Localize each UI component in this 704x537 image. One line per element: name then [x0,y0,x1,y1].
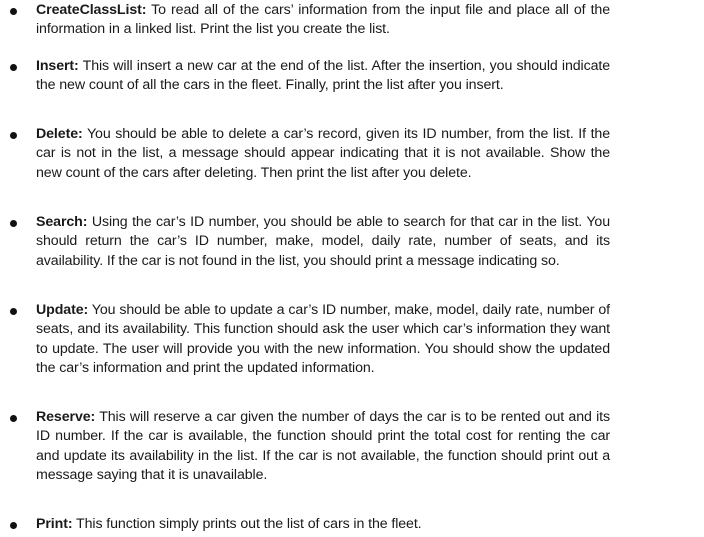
item-term: Search: [36,214,88,230]
list-item-delete [36,125,610,183]
bullet-icon [10,415,17,422]
list-item-reserve [36,408,610,486]
item-term: Insert: [36,58,79,74]
bullet-icon [10,522,17,529]
item-text: This function simply prints out the list of cars in the fleet. [72,516,422,532]
list-item-search [36,213,610,271]
bullet-icon [10,64,17,71]
item-term: CreateClassList: [36,2,147,18]
item-text: You should be able to delete a car’s record, given its ID number, from the list. If the car is not in the list, a message should appear indicating that it is not available. Show the new count of the cars after deleting. Then print the list after you delete. [36,126,610,181]
bullet-icon [10,8,17,15]
item-text: This will insert a new car at the end of the list. After the insertion, you should indicate the new count of all the cars in the fleet. Finally, print the list after you insert. [36,58,610,94]
item-term: Update: [36,302,89,318]
list-item-createclasslist [36,1,610,40]
item-text: You should be able to update a car’s ID number, make, model, daily rate, number of seats, and its availability. This function should ask the user which car’s information they want to update. The user will provide you with the new information. You should show the updated the car’s information and print the updated information. [36,302,610,377]
item-term: Reserve: [36,409,96,425]
bullet-icon [10,220,17,227]
item-text: This will reserve a car given the number of days the car is to be rented out and its ID number. If the car is available, the function should print the total cost for renting the car and update its availability in the list. If the car is not available, the function should print out a message saying that it is unavailable. [36,409,610,484]
item-text: Using the car’s ID number, you should be able to search for that car in the list. You should return the car’s ID number, make, model, daily rate, number of seats, and its availability. If the car is not found in the list, you should print a message indicating so. [36,214,610,269]
list-item-print [36,515,610,534]
list-item-update [36,301,610,379]
bullet-icon [10,308,17,315]
bullet-icon [10,132,17,139]
list-item-insert [36,57,610,96]
item-term: Print: [36,516,73,532]
item-text: To read all of the cars’ information from the input file and place all of the information in a linked list. Print the list you create the list. [36,2,610,38]
item-term: Delete: [36,126,83,142]
